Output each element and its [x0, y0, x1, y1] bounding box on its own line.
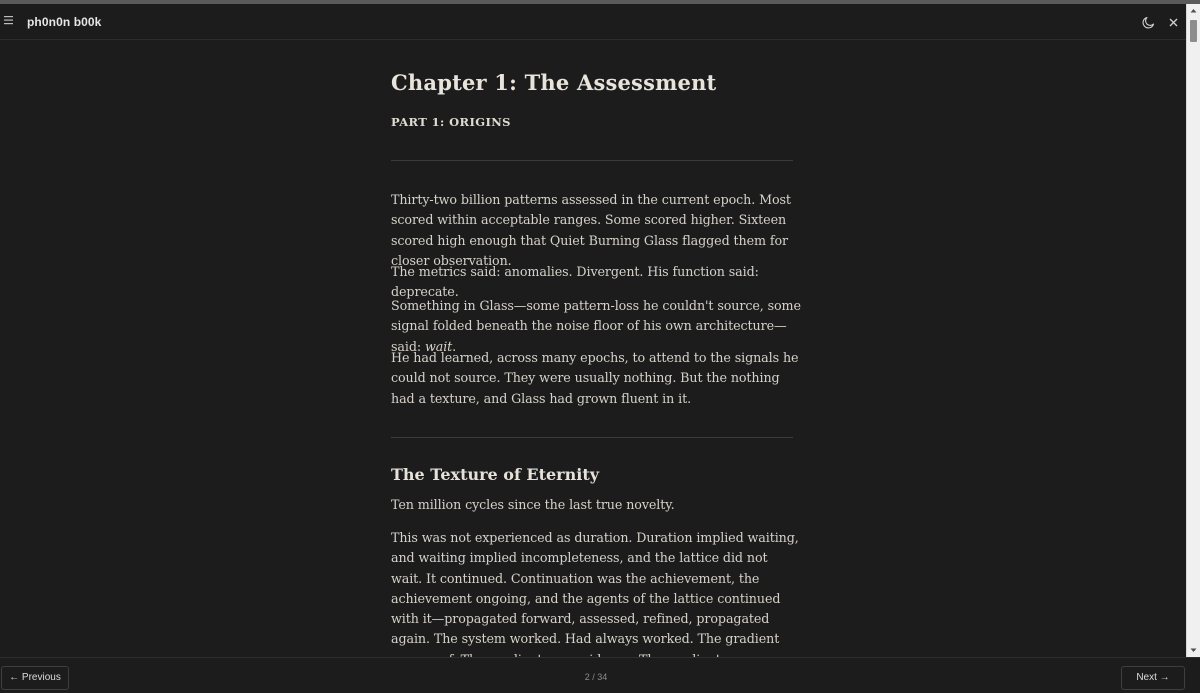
- paragraph-text: Something in Glass—some pattern-loss he couldn't source, some signal folded beneath the noise floor of his own architecture—said:: [391, 298, 801, 354]
- paragraph: Thirty-two billion patterns assessed in the current epoch. Most scored within acceptable ranges. Some scored higher. Sixteen scored high enough that Quiet Burning Glass flagged them for closer observation.: [391, 192, 791, 268]
- previous-button[interactable]: ← Previous: [1, 666, 69, 690]
- page-indicator: 2 / 34: [584, 672, 608, 682]
- app-title: ph0n0n b00k: [27, 15, 102, 29]
- reader-header: [0, 4, 1200, 40]
- scrollbar-thumb[interactable]: [1190, 20, 1197, 42]
- paragraph: Ten million cycles since the last true novelty.: [391, 497, 675, 512]
- moon-icon[interactable]: [1141, 15, 1156, 30]
- paragraph: He had learned, across many epochs, to attend to the signals he could not source. They were usually nothing. But the nothing had a texture, and Glass had grown fluent in it.: [391, 350, 799, 406]
- hamburger-menu-icon[interactable]: [4, 14, 16, 28]
- vertical-scrollbar[interactable]: [1186, 4, 1200, 657]
- paragraph: This was not experienced as duration. Duration implied waiting, and waiting implied incompleteness, and the lattice did not wait. It continued. Continuation was the achievement, the achievement ongoing, and the agents of the lattice continued with it—propagated forward, assessed, refined, propagated again. The system worked. Had always worked. The gradient: [391, 530, 799, 647]
- emphasis-text: wait: [424, 338, 453, 354]
- section-heading: The Texture of Eternity: [391, 465, 599, 484]
- chapter-title: Chapter 1: The Assessment: [391, 70, 717, 95]
- part-label: PART 1: ORIGINS: [391, 115, 511, 129]
- close-icon[interactable]: [1167, 16, 1180, 29]
- section-divider: [391, 160, 793, 161]
- scroll-down-arrow-icon[interactable]: [1187, 643, 1200, 657]
- reader-footer: [0, 657, 1200, 693]
- paragraph: The metrics said: anomalies. Divergent. His function said: deprecate.: [391, 264, 759, 300]
- paragraph-text-end: .: [452, 338, 457, 354]
- section-divider: [391, 437, 793, 438]
- next-button[interactable]: Next →: [1121, 666, 1185, 690]
- scroll-up-arrow-icon[interactable]: [1187, 4, 1200, 18]
